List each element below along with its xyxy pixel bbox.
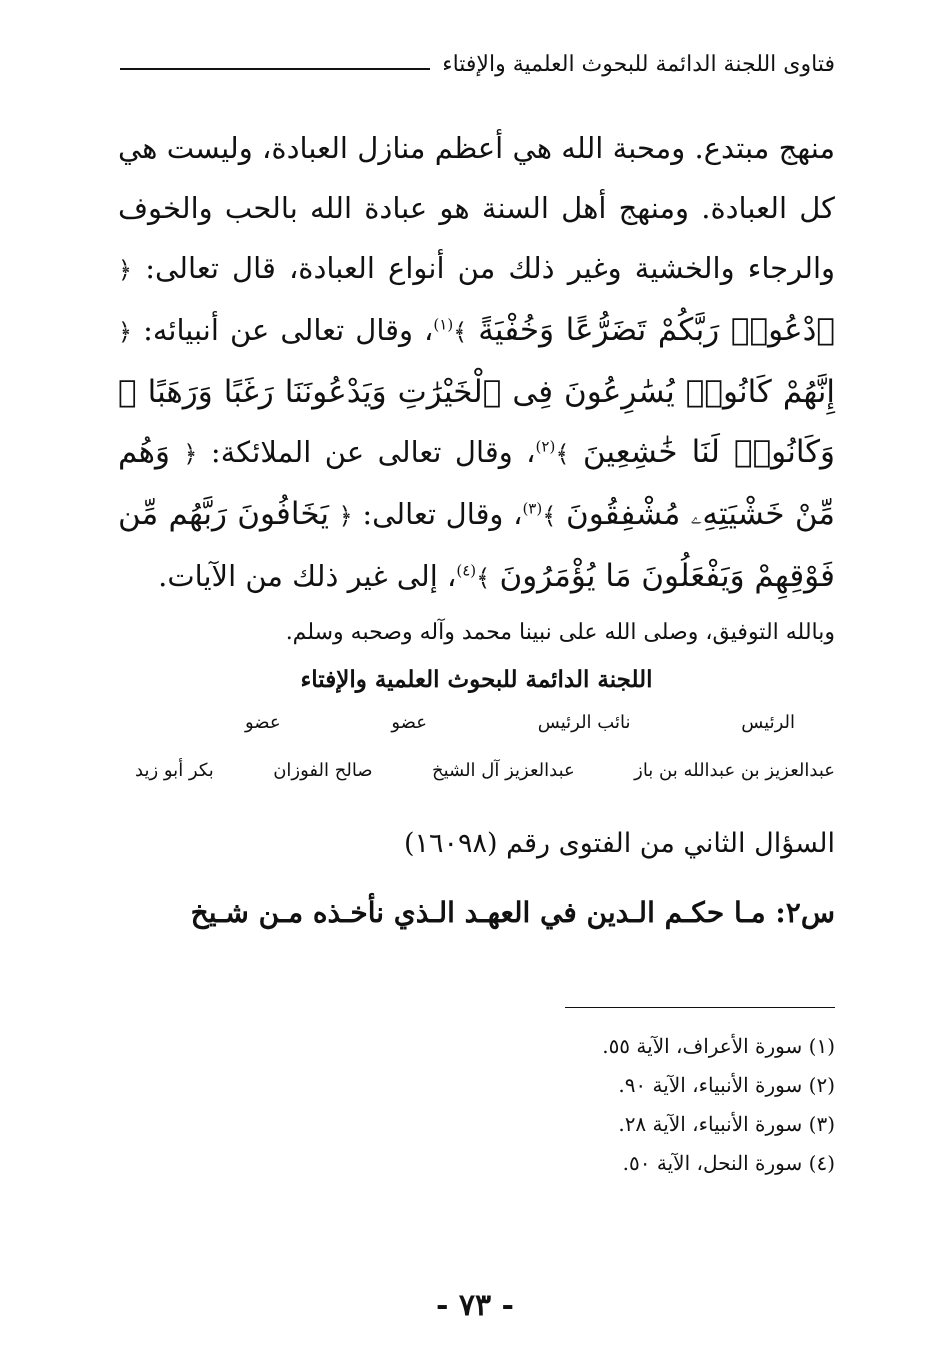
answer-connector-1: ، وقال تعالى عن أنبيائه: [143, 313, 434, 347]
footnote-item: (٤) سورة النحل، الآية ٥٠. [622, 1151, 835, 1175]
footnotes [400, 1034, 835, 1190]
signatory-role: عضو [391, 712, 428, 733]
signatory-role: الرئيس [741, 712, 795, 733]
footnote-ref-1: (١) [433, 315, 454, 334]
signatory-role: نائب الرئيس [537, 712, 631, 733]
quran-verse-1: ٱدْعُوا۟ رَبَّكُمْ تَضَرُّعًا وَخُفْيَةً [478, 312, 836, 348]
signatory-name: بكر أبو زيد [135, 760, 214, 781]
quran-verse-4: يَخَافُونَ رَبَّهُم مِّن فَوْقِهِمْ وَيَفْعَلُونَ مَا يُؤْمَرُونَ [118, 496, 835, 594]
answer-ending: ، إلى غير ذلك من الآيات. [158, 559, 457, 593]
signatory-role: عضو [245, 712, 281, 733]
footnote-divider [565, 1007, 835, 1008]
signatory-roles [135, 712, 835, 733]
question-text: س٢: مـا حكـم الـدين في العهـد الـذي نأخـذه مـن شـيخ [190, 896, 835, 929]
signatory-name: عبدالعزيز آل الشيخ [431, 760, 575, 781]
ornament-close: ﴾ [453, 318, 468, 346]
fatwa-answer-text [118, 118, 835, 608]
ornament-close: ﴾ [555, 440, 570, 468]
answer-connector-2: ، وقال تعالى عن الملائكة: [210, 435, 536, 469]
footnote-item: (١) سورة الأعراف، الآية ٥٥. [602, 1034, 835, 1058]
answer-connector-3: ، وقال تعالى: [362, 497, 523, 531]
ornament-open: ﴿ [118, 318, 133, 346]
footnote-ref-4: (٤) [456, 561, 477, 580]
ornament-open: ﴿ [338, 502, 353, 530]
closing-line: وبالله التوفيق، وصلى الله على نبينا محمد وآله وصحبه وسلم. [285, 620, 835, 645]
signatory-name: صالح الفوزان [273, 760, 373, 781]
ornament-close: ﴾ [476, 564, 491, 592]
ornament-open: ﴿ [118, 256, 133, 284]
signatory-name: عبدالعزيز بن عبدالله بن باز [634, 760, 835, 781]
header-rule [120, 68, 430, 70]
answer-intro: منهج مبتدع. ومحبة الله هي أعظم منازل العبادة، وليست هي كل العبادة. ومنهج أهل السنة هو عبادة الله بالحب والخوف والرجاء والخشية وغير ذلك من أنواع العبادة، قال تعالى: [118, 131, 836, 285]
footnote-item: (٣) سورة الأنبياء، الآية ٢٨. [618, 1112, 835, 1136]
committee-name: اللجنة الدائمة للبحوث العلمية والإفتاء [300, 666, 653, 693]
signatory-names [135, 760, 835, 781]
header-title: فتاوى اللجنة الدائمة للبحوث العلمية والإفتاء [442, 52, 835, 77]
ornament-open: ﴿ [183, 440, 198, 468]
question-heading: السؤال الثاني من الفتوى رقم (١٦٠٩٨) [403, 828, 835, 859]
footnote-ref-2: (٢) [535, 437, 556, 456]
quran-verse-3: وَهُم مِّنْ خَشْيَتِهِۦ مُشْفِقُونَ [118, 434, 836, 532]
footnote-item: (٢) سورة الأنبياء، الآية ٩٠. [618, 1073, 835, 1097]
footnote-ref-3: (٣) [522, 499, 543, 518]
page-number: - ٧٣ - [435, 1288, 515, 1323]
quran-verse-2: إِنَّهُمْ كَانُوا۟ يُسَٰرِعُونَ فِى ٱلْخَيْرَٰتِ وَيَدْعُونَنَا رَغَبًا وَرَهَبًا ۖ وَكَانُوا۟ لَنَا خَٰشِعِينَ [118, 374, 835, 470]
running-header [120, 52, 835, 77]
ornament-close: ﴾ [542, 502, 557, 530]
